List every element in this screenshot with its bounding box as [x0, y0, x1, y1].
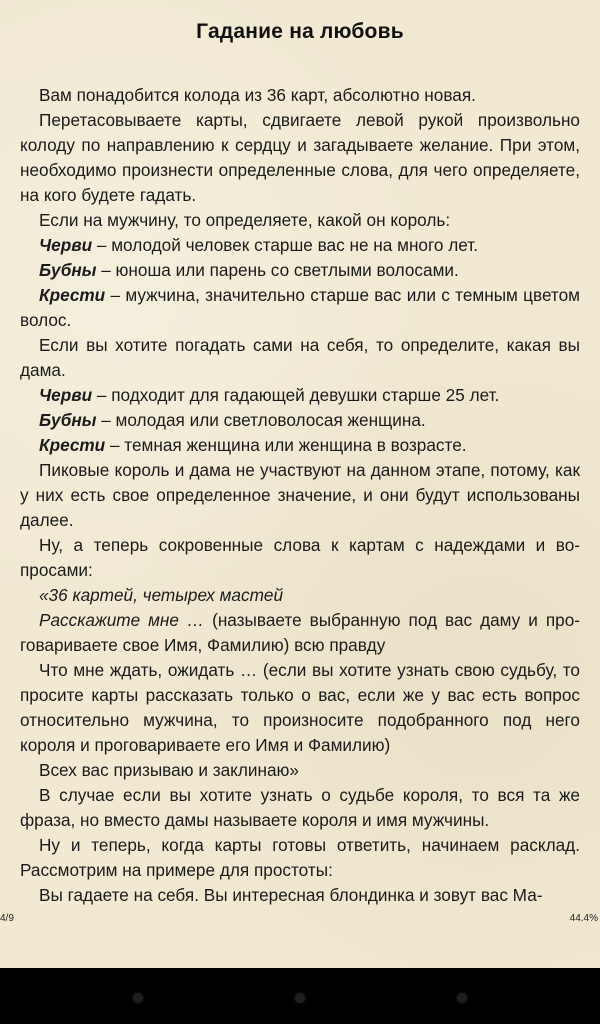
text-run: Ну, а теперь сокровенные слова к картам с надеждами и вопросами:	[20, 535, 580, 580]
paragraph	[20, 433, 580, 458]
paragraph	[20, 233, 580, 258]
suit-label: Бубны	[39, 410, 97, 430]
text-run: Если на мужчину, то определяете, какой он король:	[39, 210, 451, 230]
text-run: Пиковые король и дама не участвуют на данном этапе, потому, как у них есть свое определенное значение, и они будут использованы далее.	[20, 460, 580, 530]
text-run: «36 картей, четырех мастей	[39, 585, 283, 605]
paragraph	[20, 333, 580, 383]
paragraph	[20, 83, 580, 108]
paragraph	[20, 458, 580, 533]
suit-label: Бубны	[39, 260, 97, 280]
text-run: Вам понадобится колода из 36 карт, абсолютно новая.	[39, 85, 476, 105]
paragraph	[20, 283, 580, 333]
suit-label: Черви	[39, 235, 93, 255]
text-run: В случае если вы хотите узнать о судьбе короля, то вся та же фраза, но вместо дамы называете короля и имя мужчины.	[20, 785, 580, 830]
text-run: Ну и теперь, когда карты готовы ответить, начинаем расклад. Рассмотрим на примере для простоты:	[20, 835, 580, 880]
text-run: – молодая или светловолосая женщина.	[96, 410, 426, 430]
progress-percent: 44.4%	[569, 913, 598, 924]
chapter-title: Гадание на любовь	[196, 20, 404, 43]
paragraph	[20, 658, 580, 758]
paragraph	[20, 258, 580, 283]
back-icon[interactable]	[133, 993, 143, 1003]
text-run: – молодой человек старше вас не на много лет.	[92, 235, 478, 255]
paragraph	[20, 583, 580, 608]
recent-apps-icon[interactable]	[457, 993, 467, 1003]
text-run: Перетасовываете карты, сдвигаете левой рукой произвольно колоду по направлению к сердцу и загадываете желание. При этом, необходимо произнести определенные слова, для чего определяете, на кого будете гадать.	[20, 110, 580, 205]
paragraph	[20, 108, 580, 208]
paragraph	[20, 883, 580, 908]
page-counter: 4/9	[0, 913, 14, 924]
suit-label: Крести	[39, 285, 106, 305]
navigation-bar	[0, 968, 600, 1024]
text-run: (называете выбранную под вас даму и проговариваете свое Имя, Фамилию) всю правду	[20, 610, 581, 655]
text-run: – юноша или парень со светлыми волосами.	[96, 260, 459, 280]
book-text	[20, 83, 580, 908]
paragraph	[20, 758, 580, 783]
paragraph	[20, 383, 580, 408]
paragraph	[20, 408, 580, 433]
text-run: – мужчина, значительно старше вас или с темным цветом волос.	[20, 285, 580, 330]
paragraph	[20, 608, 580, 658]
text-run: Вы гадаете на себя. Вы интересная блондинка и зовут вас Ма-	[39, 885, 543, 905]
text-run: Что мне ждать, ожидать … (если вы хотите узнать свою судьбу, то просите карты рассказать только о вас, если же у вас есть вопрос относительно мужчина, то произносите подобранного под него короля и проговариваете его Имя и Фамилию)	[20, 660, 580, 755]
home-icon[interactable]	[295, 993, 305, 1003]
text-run: – подходит для гадающей девушки старше 25 лет.	[92, 385, 500, 405]
suit-label: Крести	[39, 435, 106, 455]
paragraph	[20, 783, 580, 833]
text-run: Всех вас призываю и заклинаю»	[39, 760, 299, 780]
suit-label: Черви	[39, 385, 93, 405]
paragraph	[20, 208, 580, 233]
text-run: – темная женщина или женщина в возрасте.	[105, 435, 467, 455]
text-run: Расскажите мне …	[39, 610, 205, 630]
paragraph	[20, 833, 580, 883]
paragraph	[20, 533, 580, 583]
text-run: Если вы хотите погадать сами на себя, то определите, какая вы дама.	[20, 335, 580, 380]
